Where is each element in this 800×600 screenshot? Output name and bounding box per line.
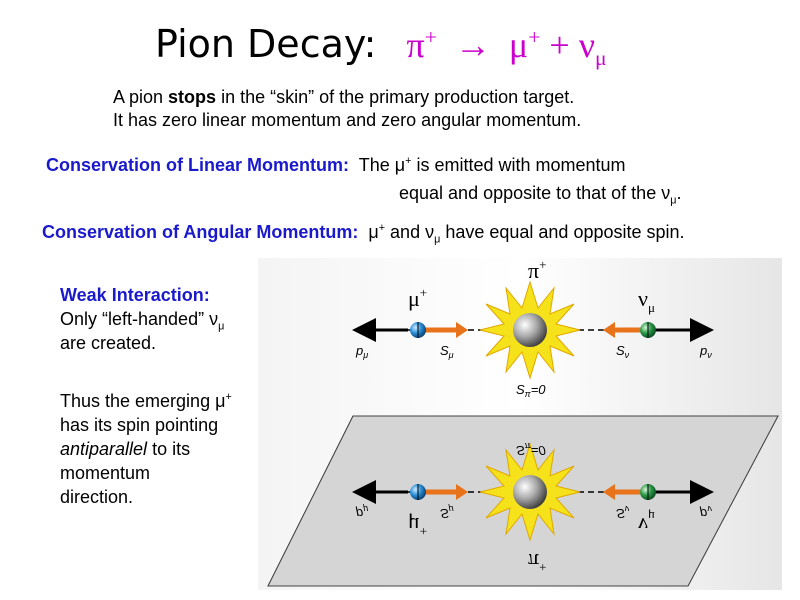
muon-symbol: μ	[215, 391, 226, 411]
pion-ball	[513, 313, 547, 347]
s-pi-label: $S_\pi=0$	[516, 382, 546, 399]
thus-line-2: has its spin pointing	[60, 415, 219, 435]
pion-decay-figure	[258, 258, 782, 590]
thus-text: Thus the emerging	[60, 391, 216, 411]
thus-line-5: direction.	[60, 487, 134, 507]
slide-title	[155, 22, 607, 71]
angular-text: and	[385, 222, 426, 242]
linear-momentum-label: Conservation of Linear Momentum:	[46, 155, 350, 175]
thus-line-3	[60, 437, 232, 461]
weak-text: Only “left-handed”	[60, 309, 210, 329]
neutrino-subscript: μ	[594, 46, 607, 71]
intro-line-2: It has zero linear momentum and zero angular momentum.	[113, 110, 582, 130]
s-nu-label: $S_\nu$	[616, 343, 630, 360]
pion-symbol: π	[406, 25, 425, 65]
intro-text: in the “skin” of the primary production target.	[216, 87, 575, 107]
muon-charge: +	[405, 155, 412, 167]
muon-charge: +	[528, 25, 541, 49]
pion-charge: +	[424, 25, 437, 49]
neutrino-symbol: ν	[425, 222, 435, 242]
title-text: Pion Decay:	[155, 22, 377, 66]
weak-line-3: are created.	[60, 333, 157, 353]
p-nu-label: $p_\nu$	[700, 343, 712, 360]
thus-line-4: momentum	[60, 463, 151, 483]
muon-symbol: μ	[508, 25, 529, 65]
intro-line-1	[113, 87, 574, 108]
weak-interaction-block	[60, 283, 224, 355]
neutrino-symbol: ν	[578, 25, 595, 65]
muon-charge: +	[225, 391, 232, 403]
weak-line-2	[60, 307, 224, 331]
angular-momentum-label: Conservation of Angular Momentum:	[42, 222, 359, 242]
neutrino-symbol: ν	[661, 183, 671, 203]
neutrino-subscript: μ	[218, 320, 225, 333]
p-mu-label: $p_\mu$	[356, 343, 369, 360]
linear-momentum-row	[46, 155, 626, 176]
neutrino-symbol: ν	[209, 309, 219, 329]
linear-text: equal and opposite to that of the	[399, 183, 662, 203]
s-nu-label-mirror: $S_\nu$	[616, 504, 630, 521]
plus-symbol: +	[549, 25, 570, 65]
muon-charge: +	[378, 222, 386, 234]
s-mu-label-mirror: $S_\mu$	[440, 504, 454, 521]
s-pi-label-mirror: $S_\pi=0$	[516, 441, 546, 458]
p-mu-label-mirror: $p_\mu$	[356, 504, 369, 521]
p-nu-label-mirror: $p_\nu$	[700, 504, 712, 521]
angular-momentum-row	[42, 222, 685, 246]
muon-symbol: μ	[368, 222, 379, 242]
muon-label: μ+	[408, 285, 428, 311]
thus-text: to its	[147, 439, 191, 459]
linear-text: .	[676, 183, 682, 203]
neutrino-label-mirror: $\nu_\mu$	[638, 509, 655, 538]
linear-text: The	[358, 155, 395, 175]
linear-text: is emitted with momentum	[411, 155, 626, 175]
linear-momentum-row-2	[399, 183, 682, 207]
pion-label: π+	[528, 258, 547, 283]
weak-interaction-label: Weak Interaction:	[60, 285, 210, 305]
neutrino-subscript: μ	[434, 233, 441, 246]
thus-block	[60, 389, 232, 509]
title-equation	[406, 25, 607, 71]
pion-label-mirror: π+	[528, 549, 547, 575]
intro-emphasis: stops	[168, 87, 217, 107]
intro-text: A pion	[113, 87, 169, 107]
arrow-symbol: →	[454, 25, 491, 65]
antiparallel-emphasis: antiparallel	[60, 439, 148, 459]
s-mu-label: $S_\mu$	[440, 343, 454, 360]
neutrino-subscript: μ	[670, 194, 677, 207]
angular-text: have equal and opposite spin.	[440, 222, 685, 242]
neutrino-label: $\nu_\mu$	[638, 286, 655, 315]
muon-symbol: μ	[394, 155, 406, 175]
muon-label-mirror: μ+	[408, 513, 428, 539]
thus-line-1	[60, 389, 232, 413]
